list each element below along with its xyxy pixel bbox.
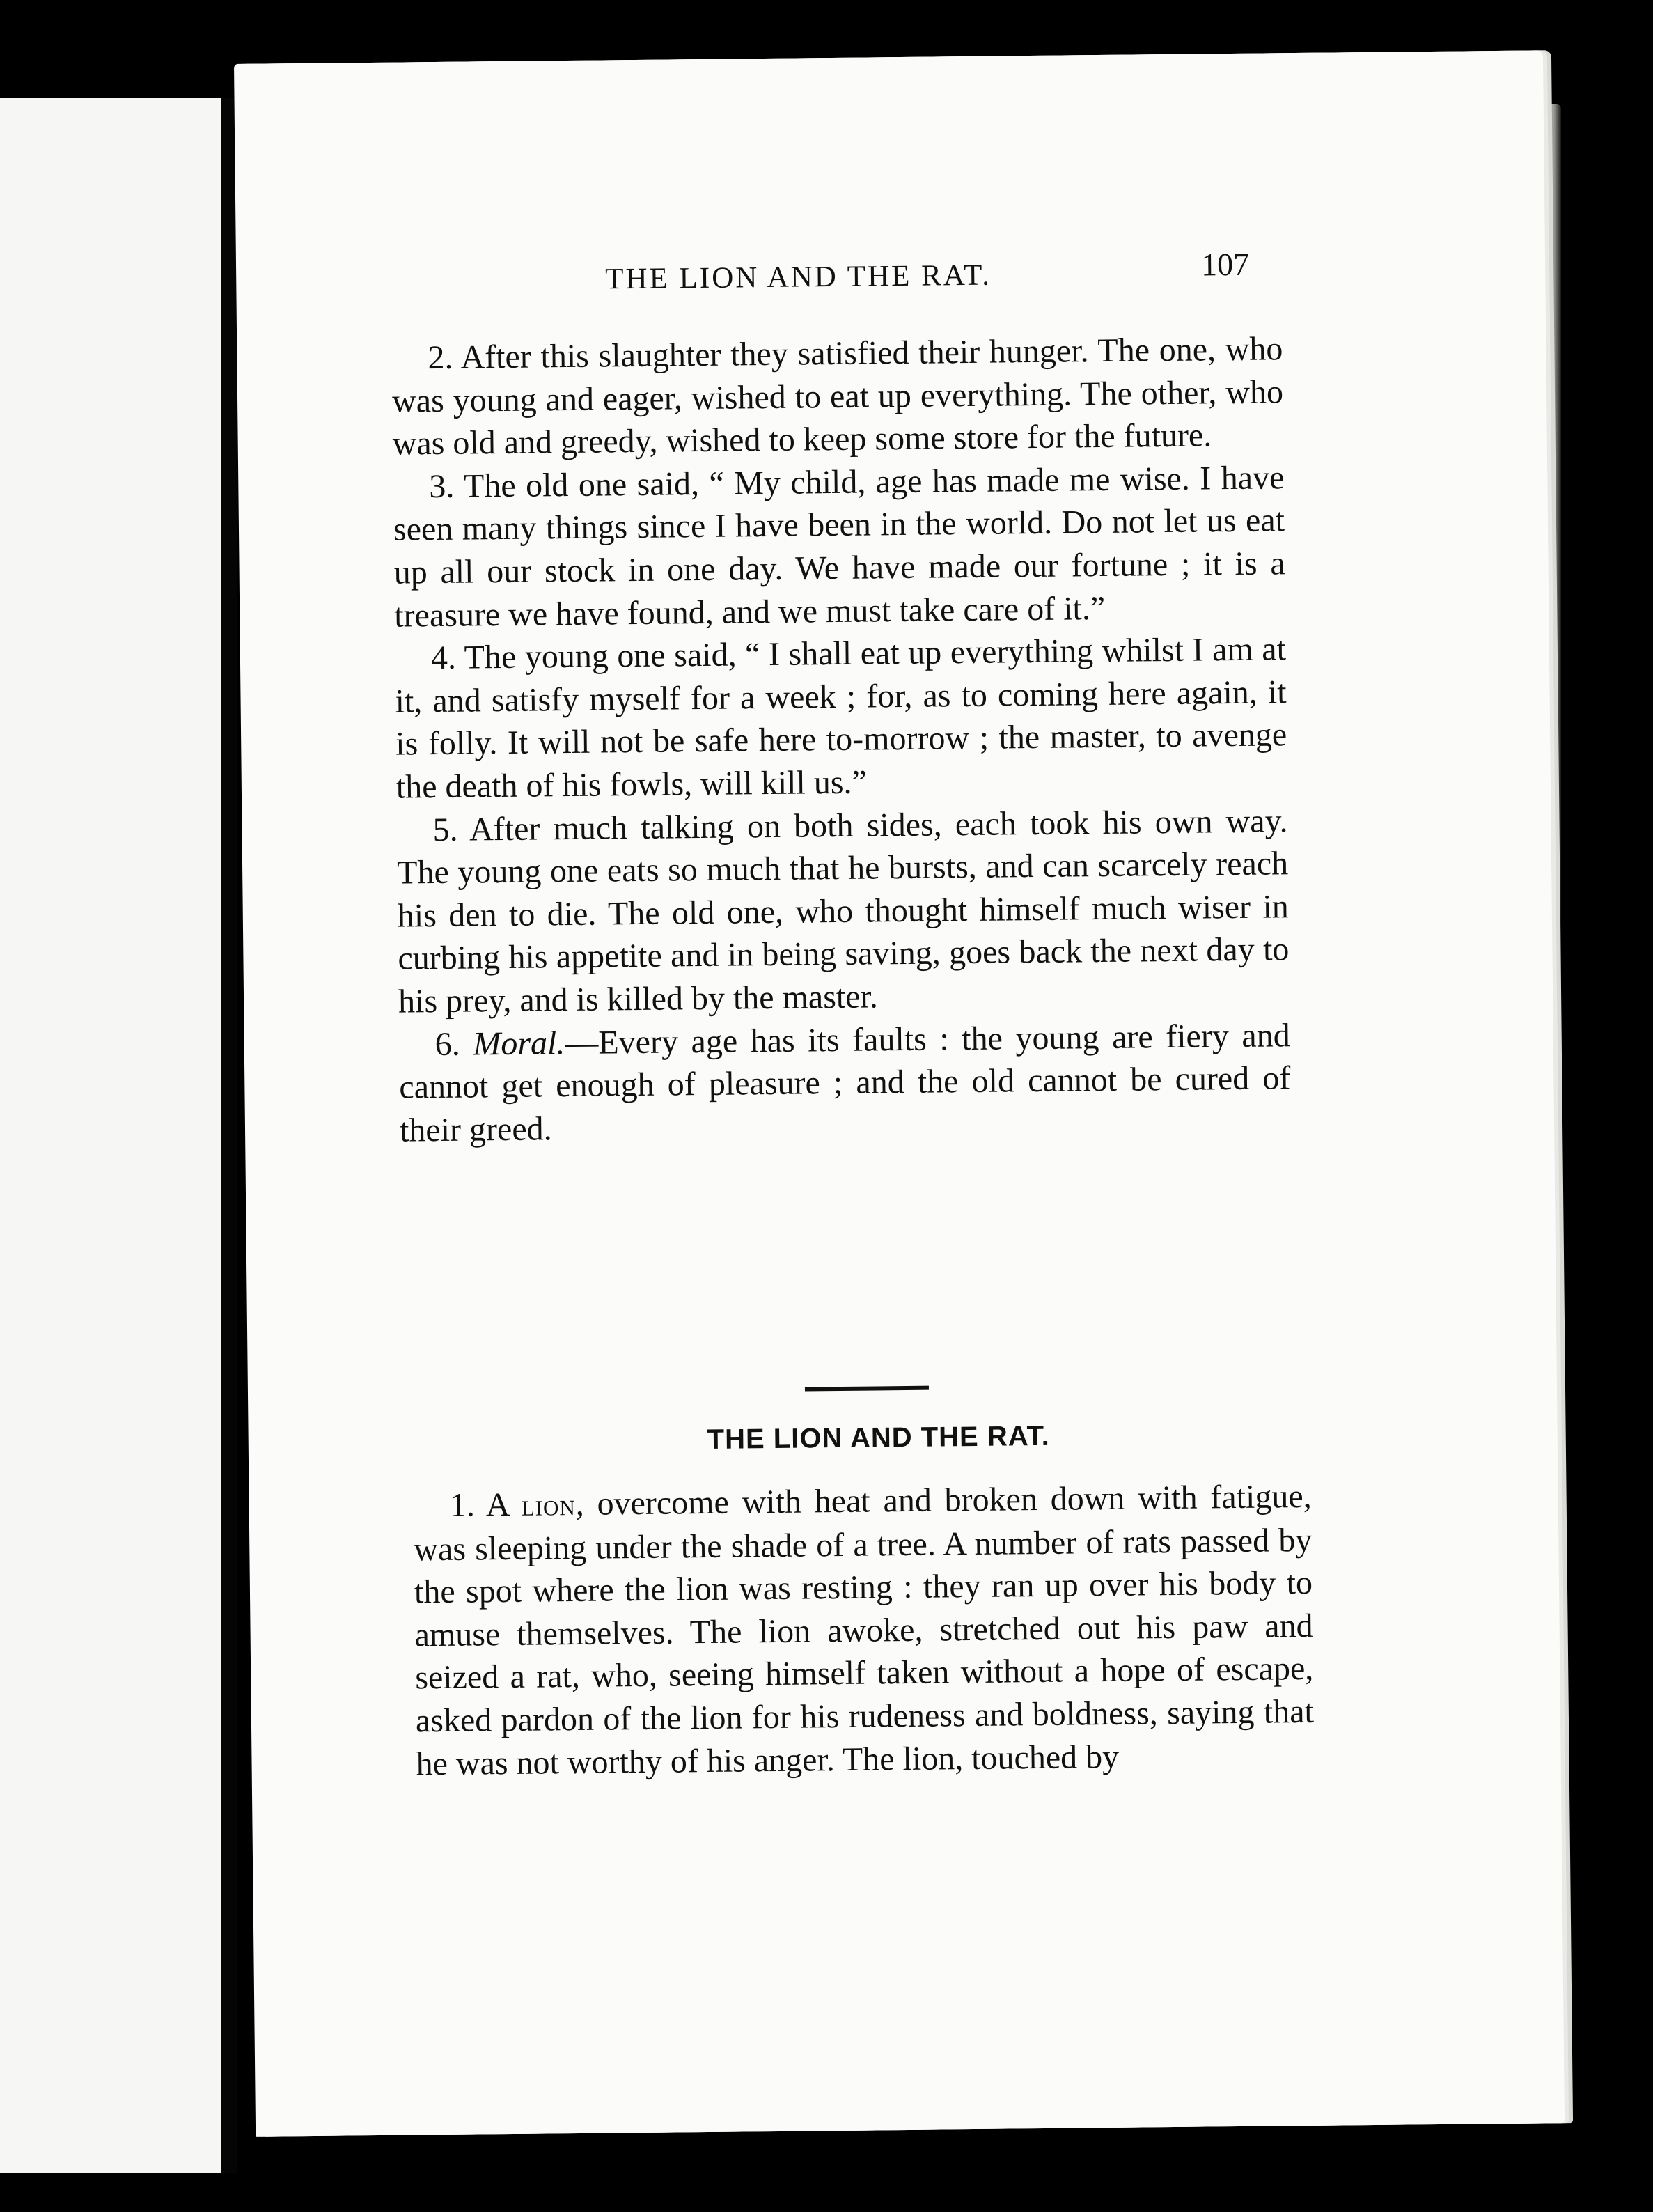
section-title: [249, 1415, 1558, 1461]
story-body: [413, 1475, 1314, 1786]
paragraph-2: 2. After this slaughter they satisfied their hunger. The one, who was young and eager, wished to eat up everything. The other, who was old and greedy, wished to keep some store for the future.: [391, 330, 1284, 462]
moral-paragraph: [398, 1014, 1291, 1152]
paragraph-3: 3. The old one said, “ My child, age has made me wise. I have seen many things since I have been in the world. Do not let us eat up all our stock in one day. We have made our fortune ; it is a treasure we have found, and we must take care of it.”: [393, 459, 1285, 634]
section-title-text: THE LION AND THE RAT.: [707, 1420, 1050, 1455]
paragraph-4: 4. The young one said, “ I shall eat up everything whilst I am at it, and satisfy myself for a week ; for, as to coming here again, it is folly. It will not be safe here to-morrow ; the master, to avenge the death of his fowls, will kill us.”: [395, 630, 1287, 806]
moral-text: —Every age has its faults : the young are fiery and cannot get enough of pleasure ; and the old cannot be cured of their greed.: [399, 1016, 1291, 1149]
running-head: THE LION AND THE RAT.: [605, 258, 992, 296]
story-text: , overcome with heat and broken down with fatigue, was sleeping under the shade of a tree. A number of rats passed by the spot where the lion was resting : they ran up over his body to amuse themselves. The lion awoke, stretched out his paw and seized a rat, who, seeing himself taken without a hope of escape, asked pardon of the lion for his rudeness and boldness, saying that he was not worthy of his anger. The lion, touched by: [414, 1477, 1315, 1782]
story-paragraph-1: [413, 1475, 1314, 1786]
page-number: 107: [1200, 246, 1250, 283]
right-page: [234, 50, 1565, 2137]
moral-number: 6.: [434, 1025, 461, 1063]
book-gutter: [221, 98, 237, 2173]
story-lead-word: lion: [521, 1487, 577, 1522]
paragraph-5: 5. After much talking on both sides, each took his own way. The young one eats so much that he bursts, and can scarcely reach his den to die. The old one, who thought himself much wiser in curbing his appetite and in being saving, goes back the next day to his prey, and is killed by the master.: [396, 802, 1290, 1020]
moral-label: Moral.: [473, 1024, 565, 1062]
left-page: [0, 98, 221, 2173]
fable-body: [391, 327, 1291, 1152]
section-divider: [805, 1386, 929, 1392]
story-number: 1. A: [449, 1486, 509, 1524]
